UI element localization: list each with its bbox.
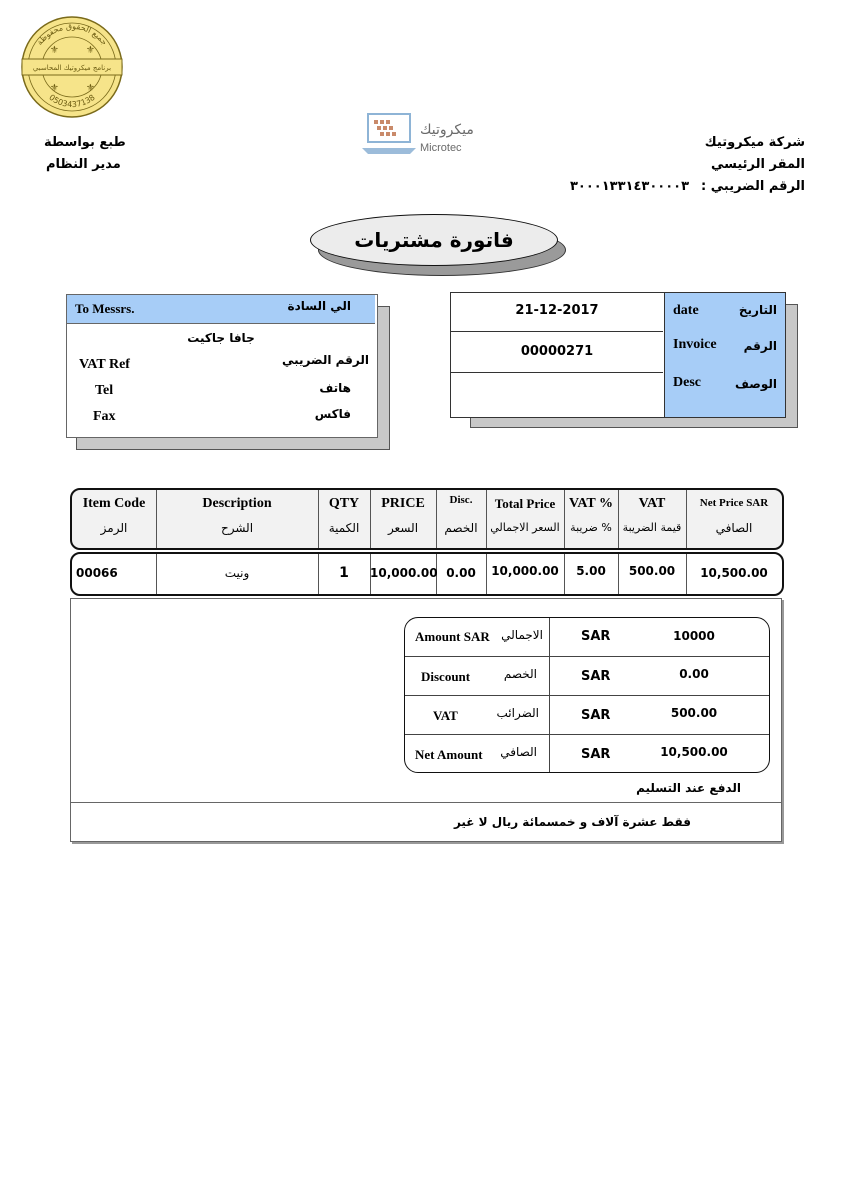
tel-label: Tel [95, 383, 114, 398]
divider [71, 802, 781, 803]
cell-vat: 500.00 [628, 564, 676, 578]
net-currency: SAR [581, 747, 611, 762]
cell-vat-percent: 5.00 [576, 564, 606, 578]
net-amount-label-ar: الصافي [500, 745, 537, 759]
customer-name: جافا جاكيت [187, 331, 255, 345]
to-messrs-label: To Messrs. [75, 301, 135, 316]
payment-note: الدفع عند التسليم [636, 781, 741, 795]
fax-label-ar: فاكس [314, 407, 351, 421]
col-qty: QTY [328, 496, 360, 511]
vat-value: 500.00 [670, 706, 718, 720]
desc-row [451, 373, 663, 417]
svg-text:⚜: ⚜ [50, 45, 59, 56]
amount-label-ar: الاجمالي [501, 628, 543, 642]
tax-number: ٣٠٠٠١٣٣١٤٣٠٠٠٠٣ [570, 179, 690, 194]
svg-text:برنامج ميكروتيك المحاسبي: برنامج ميكروتيك المحاسبي [32, 64, 112, 72]
invoice-label-ar: الرقم [743, 339, 777, 353]
customer-box [66, 294, 378, 438]
printed-by-user: مدير النظام [46, 157, 121, 172]
col-item-code: Item Code [82, 496, 146, 511]
invoice-label: Invoice [673, 337, 717, 352]
discount-currency: SAR [581, 669, 611, 684]
logo-arabic: ميكروتيك [420, 122, 474, 138]
company-branch: المقر الرئيسي [710, 157, 805, 172]
cell-total-price: 10,000.00 [491, 564, 559, 578]
col-description: Description [202, 496, 272, 511]
desc-label: Desc [673, 375, 701, 390]
logo-latin: Microtec [420, 142, 462, 154]
net-amount-label: Net Amount [415, 747, 483, 762]
invoice-info-labels [664, 293, 785, 417]
logo-icon [360, 108, 418, 158]
amount-label: Amount SAR [415, 629, 490, 644]
company-logo [360, 108, 480, 160]
col-qty-ar: الكمية [328, 521, 360, 535]
cell-description: ونيت [224, 566, 250, 580]
invoice-info-box [450, 292, 786, 418]
svg-text:جميع الحقوق محفوظة: جميع الحقوق محفوظة [34, 21, 110, 47]
desc-label-ar: الوصف [734, 377, 777, 391]
cell-discount: 0.00 [446, 566, 476, 580]
date-label: date [673, 303, 699, 318]
summary-area [70, 598, 782, 842]
col-vat-ar: قيمة الضريبة [622, 521, 682, 534]
cell-net-price: 10,500.00 [700, 566, 768, 580]
page-title: فاتورة مشتريات [310, 214, 558, 266]
svg-text:⚜: ⚜ [86, 45, 95, 56]
vat-ref-label: VAT Ref [79, 357, 130, 372]
invoice-row [451, 332, 663, 373]
vat-label-ar: الضرائب [496, 706, 539, 720]
col-vat-percent-ar: % ضريبة [570, 521, 612, 534]
date-row [451, 293, 663, 332]
discount-value: 0.00 [679, 667, 709, 681]
vat-ref-label-ar: الرقم الضريبي [282, 353, 369, 367]
discount-label-ar: الخصم [503, 667, 537, 681]
col-description-ar: الشرح [220, 521, 254, 535]
table-row [70, 552, 784, 596]
totals-row-amount [405, 618, 769, 657]
fax-label: Fax [93, 409, 116, 424]
printed-by-label: طبع بواسطة [44, 135, 126, 150]
totals-row-net [405, 735, 769, 773]
col-discount: Disc. [449, 494, 473, 506]
totals-box [404, 617, 770, 773]
vat-currency: SAR [581, 708, 611, 723]
tax-label: الرقم الضريبي : [701, 179, 805, 194]
amount-currency: SAR [581, 629, 611, 644]
totals-row-discount [405, 657, 769, 696]
date-label-ar: التاريخ [738, 303, 777, 317]
amount-in-words: فقط عشرة آلاف و خمسمائة ريال لا غير [453, 815, 691, 829]
cell-item-code: 00066 [76, 566, 118, 580]
to-messrs-label-ar: الي السادة [287, 299, 351, 313]
items-table-header [70, 488, 784, 550]
col-discount-ar: الخصم [444, 521, 478, 535]
vat-label: VAT [433, 708, 458, 723]
rights-stamp [20, 15, 124, 119]
col-price: PRICE [381, 496, 425, 511]
col-total-price: Total Price [494, 496, 556, 511]
net-amount-value: 10,500.00 [660, 745, 728, 759]
col-net-price-ar: الصافي [715, 521, 753, 535]
col-total-price-ar: السعر الاجمالي [490, 521, 560, 534]
invoice-number: 00000271 [520, 344, 594, 359]
col-net-price: Net Price SAR [699, 497, 769, 509]
svg-text:0503437138: 0503437138 [47, 92, 97, 110]
customer-header [67, 295, 375, 324]
company-name: شركة ميكروتيك [704, 135, 805, 150]
amount-value: 10000 [673, 629, 715, 643]
totals-row-vat [405, 696, 769, 735]
col-item-code-ar: الرمز [100, 521, 128, 535]
discount-label: Discount [421, 669, 471, 684]
svg-text:⚜: ⚜ [50, 83, 59, 94]
col-vat: VAT [638, 496, 666, 511]
tel-label-ar: هاتف [319, 381, 351, 395]
col-price-ar: السعر [387, 521, 419, 535]
cell-price: 10,000.00 [370, 566, 438, 580]
date-value: 21-12-2017 [515, 303, 599, 318]
svg-text:⚜: ⚜ [86, 83, 95, 94]
cell-qty: 1 [339, 565, 349, 581]
col-vat-percent: VAT % [569, 496, 613, 511]
